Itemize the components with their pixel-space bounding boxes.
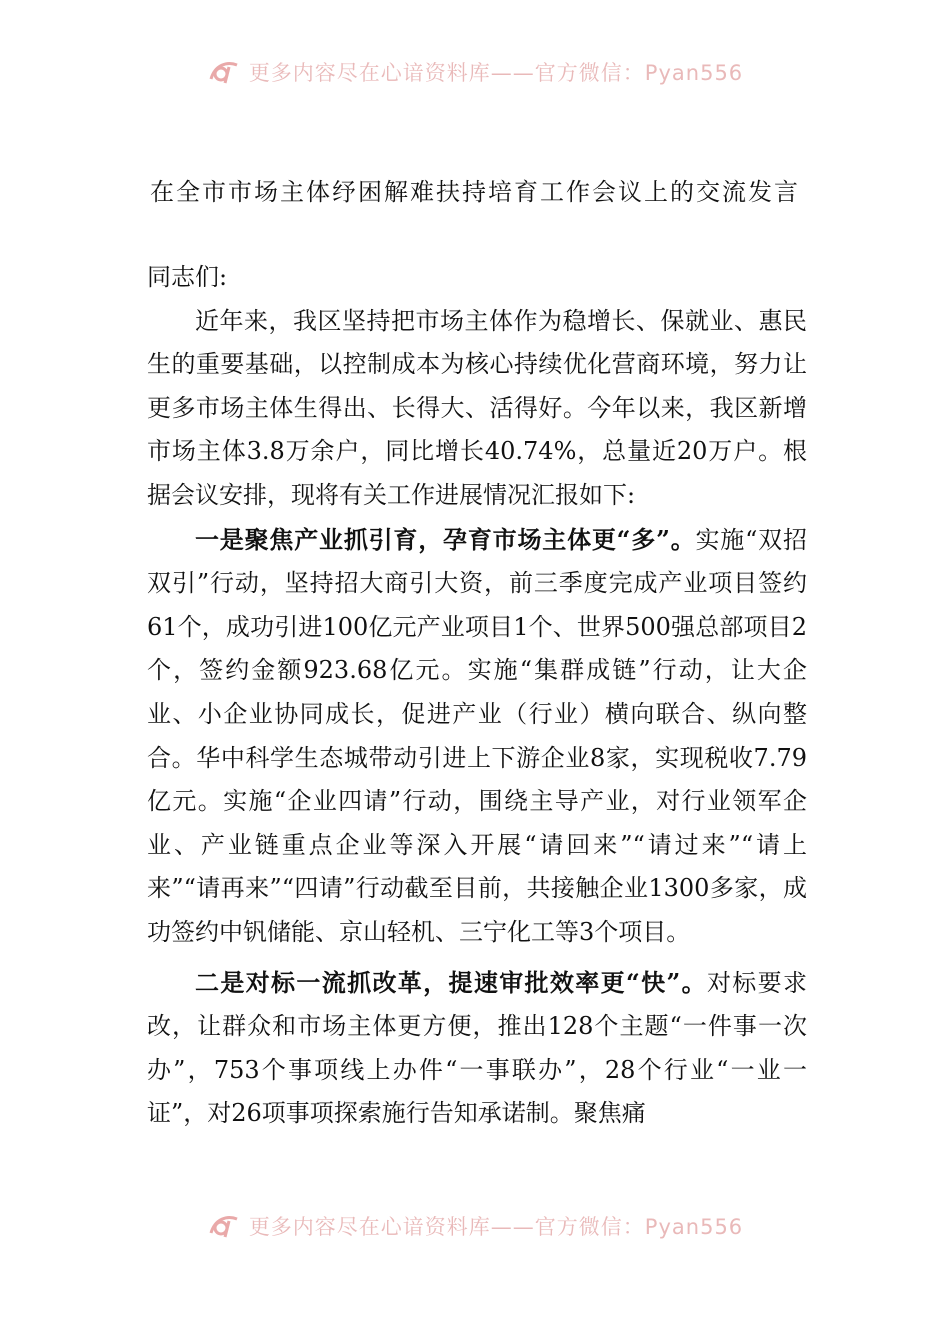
- watermark-logo-icon: [207, 59, 241, 85]
- document-body: [147, 256, 807, 1136]
- section-1-lead: 一是聚焦产业抓引育，孕育市场主体更“多”。: [195, 524, 696, 554]
- watermark-logo-icon: [207, 1213, 241, 1239]
- intro-paragraph: 近年来，我区坚持把市场主体作为稳增长、保就业、惠民生的重要基础，以控制成本为核心持续优化营商环境，努力让更多市场主体生得出、长得大、活得好。今年以来，我区新增市场主体3.8万余户，同比增长40.74%，总量近20万户。根据会议安排，现将有关工作进展情况汇报如下:: [147, 306, 807, 509]
- section-2-lead: 二是对标一流抓改革，提速审批效率更“快”。: [195, 967, 707, 997]
- section-1-paragraph: [147, 518, 807, 955]
- document-title: 在全市市场主体纾困解难扶持培育工作会议上的交流发言: [150, 178, 800, 206]
- salutation: 同志们:: [147, 263, 228, 291]
- section-2-body: 对标要求改，让群众和市场主体更方便，推出128个主题“一件事一次办”，753个事项线上办件“一事联办”，28个行业“一业一证”，对26项事项探索施行告知承诺制。聚焦痛: [147, 968, 808, 1128]
- section-1-body: 实施“双招双引”行动，坚持招大商引大资，前三季度完成产业项目签约61个，成功引进100亿元产业项目1个、世界500强总部项目2个，签约金额923.68亿元。实施“集群成链”行动，让大企业、小企业协同成长，促进产业（行业）横向联合、纵向整合。华中科学生态城带动引进上下游企业8家，实现税收7.79亿元。实施“企业四请”行动，围绕主导产业，对行业领军企业、产业链重点企业等深入开展“请回来”“请过来”“请上来”“请再来”“四请”行动截至目前，共接触企业1300多家，成功签约中钒储能、京山轻机、三宁化工等3个项目。: [147, 525, 807, 946]
- watermark-header: [0, 52, 950, 92]
- watermark-text: 更多内容尽在心谙资料库——官方微信：Pyan556: [248, 1215, 744, 1239]
- watermark-footer: [0, 1206, 950, 1246]
- watermark-text: 更多内容尽在心谙资料库——官方微信：Pyan556: [248, 61, 744, 85]
- section-2-paragraph: [147, 961, 807, 1136]
